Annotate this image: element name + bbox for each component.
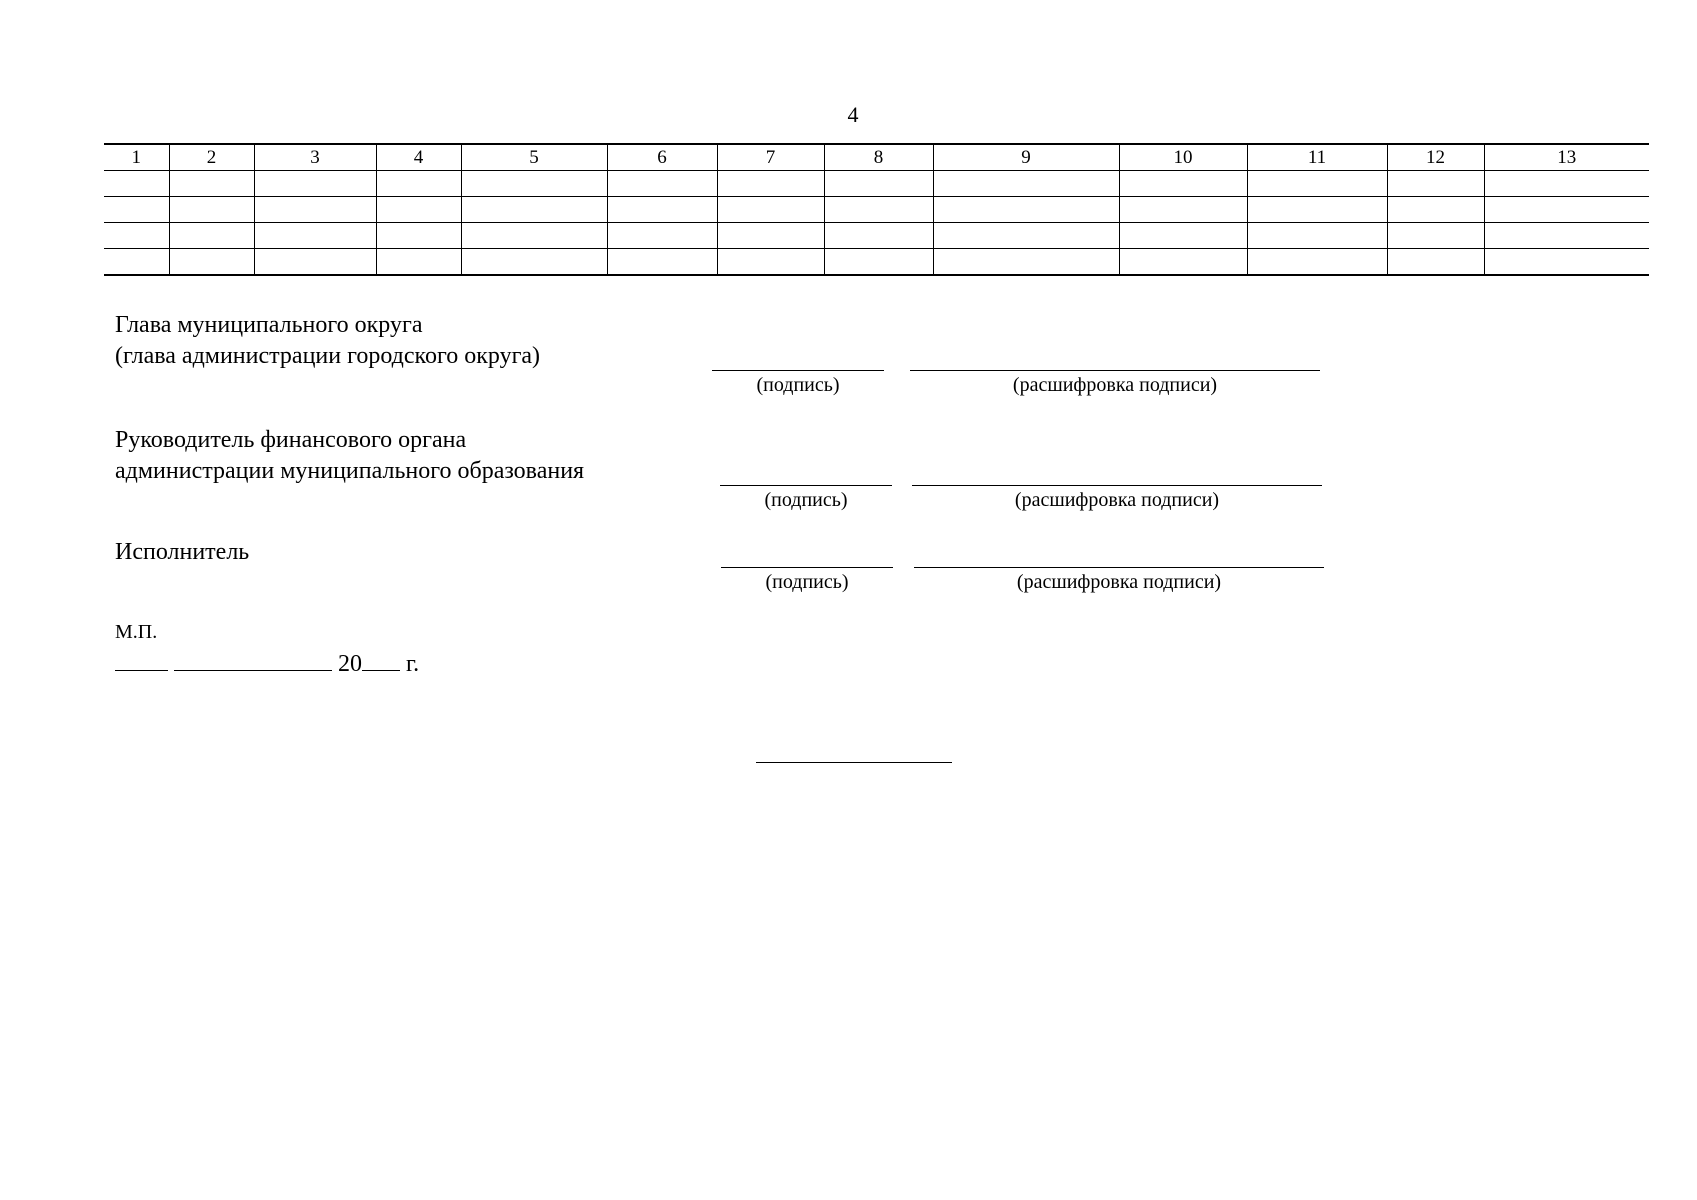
page-number: 4 — [847, 102, 859, 127]
column-header: 11 — [1247, 144, 1387, 171]
table-cell — [104, 249, 169, 276]
table-row — [104, 171, 1649, 197]
data-table — [104, 143, 1649, 276]
column-header: 13 — [1484, 144, 1649, 171]
table-cell — [254, 223, 376, 249]
table-cell — [933, 171, 1119, 197]
table-cell — [607, 197, 717, 223]
column-header: 12 — [1387, 144, 1484, 171]
closing-rule — [756, 762, 952, 763]
year-prefix: 20 — [338, 651, 362, 677]
table-cell — [254, 171, 376, 197]
table-cell — [824, 171, 933, 197]
table-cell — [1119, 223, 1247, 249]
table-cell — [717, 171, 824, 197]
executor-label — [115, 537, 249, 568]
column-header: 6 — [607, 144, 717, 171]
table-cell — [1387, 197, 1484, 223]
table-header-row — [104, 144, 1649, 171]
table-cell — [376, 223, 461, 249]
table-cell — [607, 223, 717, 249]
table-cell — [1484, 171, 1649, 197]
finance-head-label — [115, 425, 584, 487]
signature-decode-caption: (расшифровка подписи) — [1016, 571, 1222, 593]
table-cell — [254, 197, 376, 223]
table-cell — [169, 171, 254, 197]
signature-decode-line — [914, 567, 1324, 568]
year-blank — [362, 648, 400, 671]
table-cell — [169, 249, 254, 276]
year-suffix: г. — [406, 651, 420, 677]
column-header: 3 — [254, 144, 376, 171]
table-cell — [1387, 223, 1484, 249]
column-header: 8 — [824, 144, 933, 171]
column-header: 7 — [717, 144, 824, 171]
day-blank — [115, 648, 168, 671]
role-line: администрации муниципального образования — [115, 458, 585, 484]
table-cell — [1387, 249, 1484, 276]
column-header: 9 — [933, 144, 1119, 171]
table-cell — [824, 197, 933, 223]
table-cell — [461, 223, 607, 249]
head-of-district-label — [115, 310, 540, 372]
table-body — [104, 144, 1649, 275]
signature-line — [721, 567, 893, 568]
table-cell — [104, 171, 169, 197]
table-cell — [1484, 197, 1649, 223]
table-cell — [1119, 197, 1247, 223]
signature-caption: (подпись) — [764, 489, 848, 511]
table-cell — [169, 223, 254, 249]
table-cell — [607, 171, 717, 197]
table-row — [104, 197, 1649, 223]
table-cell — [1484, 223, 1649, 249]
table-cell — [169, 197, 254, 223]
role-line: Исполнитель — [115, 539, 250, 565]
signature-decode-caption: (расшифровка подписи) — [1014, 489, 1220, 511]
column-header: 5 — [461, 144, 607, 171]
table-cell — [104, 197, 169, 223]
table-cell — [376, 249, 461, 276]
signature-caption: (подпись) — [756, 374, 840, 396]
table-cell — [461, 171, 607, 197]
table-cell — [461, 249, 607, 276]
table-cell — [1119, 249, 1247, 276]
date-line — [115, 648, 419, 678]
table-cell — [1247, 171, 1387, 197]
signature-decode-line — [910, 370, 1320, 371]
signature-line — [720, 485, 892, 486]
table-cell — [717, 223, 824, 249]
column-header: 4 — [376, 144, 461, 171]
signature-decode-line — [912, 485, 1322, 486]
role-line: Руководитель финансового органа — [115, 427, 467, 453]
signature-line — [712, 370, 884, 371]
table-cell — [104, 223, 169, 249]
column-header: 2 — [169, 144, 254, 171]
table-cell — [824, 223, 933, 249]
table-cell — [824, 249, 933, 276]
table-cell — [933, 197, 1119, 223]
table-cell — [717, 197, 824, 223]
table-row — [104, 223, 1649, 249]
table-cell — [1119, 171, 1247, 197]
table-cell — [1387, 171, 1484, 197]
stamp-place-label: М.П. — [115, 621, 158, 643]
column-header: 10 — [1119, 144, 1247, 171]
table-cell — [1247, 249, 1387, 276]
role-line: (глава администрации городского округа) — [115, 343, 541, 369]
table-cell — [933, 249, 1119, 276]
table-cell — [1484, 249, 1649, 276]
table-cell — [254, 249, 376, 276]
table-cell — [717, 249, 824, 276]
table-cell — [376, 197, 461, 223]
column-header: 1 — [104, 144, 169, 171]
table-cell — [461, 197, 607, 223]
table-cell — [376, 171, 461, 197]
table-cell — [933, 223, 1119, 249]
table-cell — [1247, 223, 1387, 249]
table-row — [104, 249, 1649, 276]
table-cell — [1247, 197, 1387, 223]
table-cell — [607, 249, 717, 276]
signature-caption: (подпись) — [765, 571, 849, 593]
signature-decode-caption: (расшифровка подписи) — [1012, 374, 1218, 396]
month-blank — [174, 648, 332, 671]
role-line: Глава муниципального округа — [115, 312, 423, 338]
